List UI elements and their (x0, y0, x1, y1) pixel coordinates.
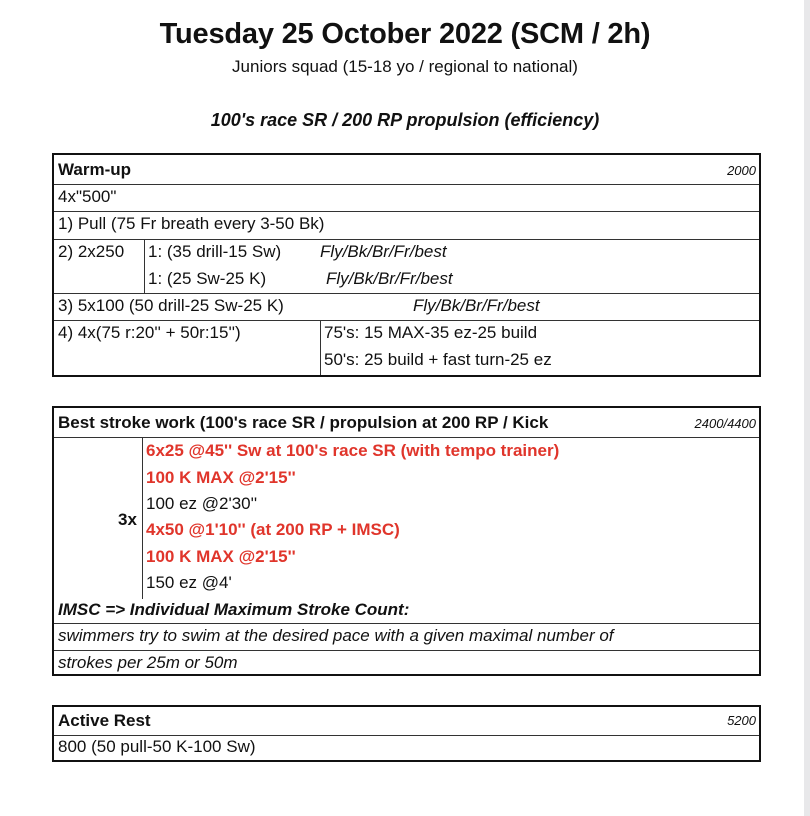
session-focus: 100's race SR / 200 RP propulsion (efficiency) (210, 110, 600, 130)
warmup-item-1: 1) Pull (75 Fr breath every 3-50 Bk) (58, 214, 325, 233)
repeat-bracket (142, 437, 143, 599)
warmup-item-3-strokes: Fly/Bk/Br/Fr/best (413, 296, 540, 315)
warmup-item-4-label: 4) 4x(75 r:20'' + 50r:15'') (58, 323, 241, 342)
row-divider (54, 650, 759, 651)
bracket-line (320, 320, 321, 375)
repeat-count: 3x (118, 510, 137, 529)
row-divider (54, 293, 759, 294)
imsc-note-line-1: swimmers try to swim at the desired pace with a given maximal number of (58, 626, 614, 645)
row-divider (54, 735, 759, 736)
warmup-distance: 2000 (727, 163, 756, 178)
warmup-intro: 4x"500" (58, 187, 117, 206)
imsc-note-title: IMSC => Individual Maximum Stroke Count: (58, 600, 410, 619)
set-line-6: 150 ez @4' (146, 573, 232, 592)
warmup-item-4-line-1: 75's: 15 MAX-35 ez-25 build (324, 323, 538, 342)
imsc-note-line-2: strokes per 25m or 50m (58, 653, 238, 672)
active-rest-distance: 5200 (727, 713, 756, 728)
set-line-2: 100 K MAX @2'15'' (146, 468, 296, 487)
row-divider (54, 184, 759, 185)
set-line-3: 100 ez @2'30'' (146, 494, 258, 513)
warmup-item-2-label: 2) 2x250 (58, 242, 125, 261)
warmup-section (52, 153, 761, 377)
warmup-title: Warm-up (58, 160, 132, 179)
row-divider (54, 211, 759, 212)
warmup-item-2-line-2: 1: (25 Sw-25 K) (148, 269, 267, 288)
row-divider (54, 239, 759, 240)
row-divider (54, 437, 759, 438)
set-line-5: 100 K MAX @2'15'' (146, 547, 296, 566)
main-set-title: Best stroke work (100's race SR / propulsion at 200 RP / Kick (58, 413, 549, 432)
active-rest-section (52, 705, 761, 762)
active-rest-title: Active Rest (58, 711, 151, 730)
warmup-item-4-line-2: 50's: 25 build + fast turn-25 ez (324, 350, 552, 369)
squad-subtitle: Juniors squad (15-18 yo / regional to national) (232, 57, 578, 76)
warmup-item-2-line-1-strokes: Fly/Bk/Br/Fr/best (320, 242, 447, 261)
bracket-line (144, 239, 145, 293)
active-rest-line: 800 (50 pull-50 K-100 Sw) (58, 737, 256, 756)
warmup-item-2-line-2-strokes: Fly/Bk/Br/Fr/best (326, 269, 453, 288)
warmup-item-2-line-1: 1: (35 drill-15 Sw) (148, 242, 282, 261)
main-set-distance: 2400/4400 (694, 416, 756, 431)
set-line-4: 4x50 @1'10'' (at 200 RP + IMSC) (146, 520, 400, 539)
row-divider (54, 623, 759, 624)
main-set-section (52, 406, 761, 676)
warmup-item-3: 3) 5x100 (50 drill-25 Sw-25 K) (58, 296, 284, 315)
set-line-1: 6x25 @45'' Sw at 100's race SR (with tempo trainer) (146, 441, 560, 460)
row-divider (54, 320, 759, 321)
page-title: Tuesday 25 October 2022 (SCM / 2h) (159, 18, 651, 50)
